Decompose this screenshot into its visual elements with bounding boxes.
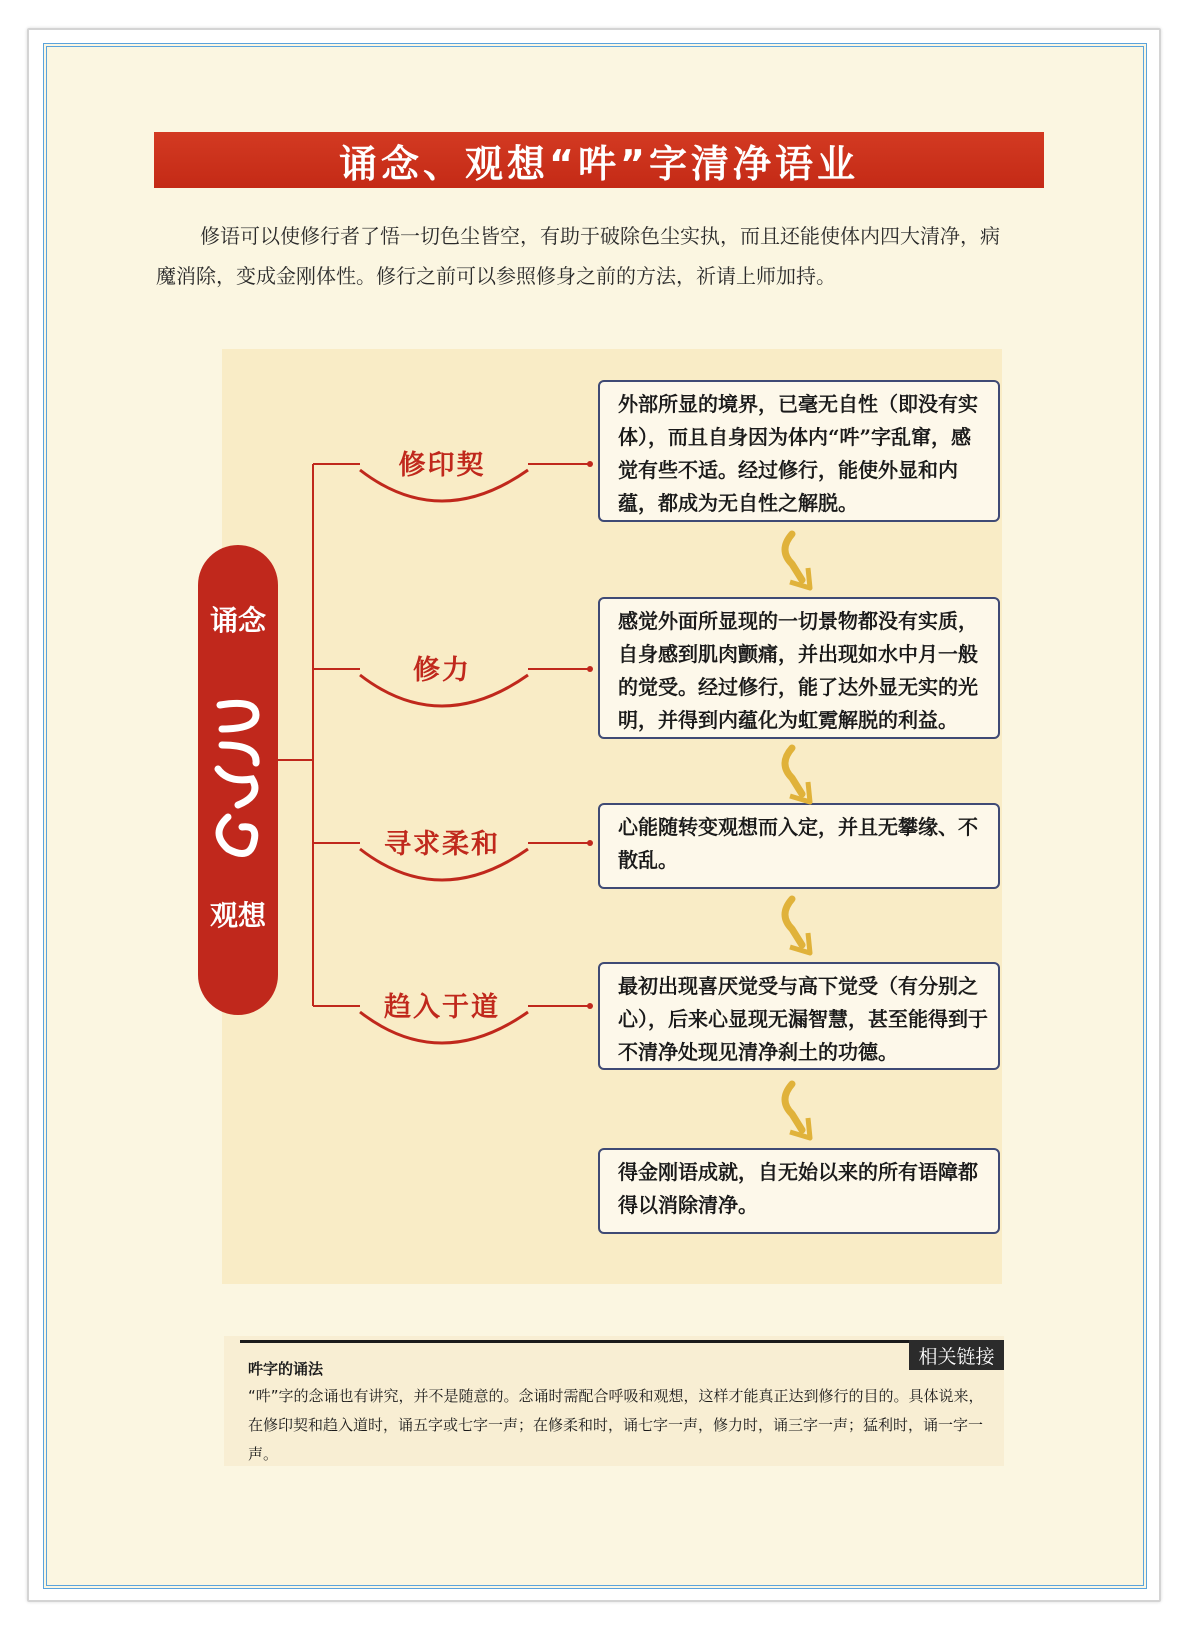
down-arrow-icon xyxy=(772,530,820,592)
central-pill xyxy=(198,545,278,1015)
intro-paragraph: 修语可以使修行者了悟一切色尘皆空，有助于破除色尘实执，而且还能使体内四大清净，病魔消除，变成金刚体性。修行之前可以参照修身之前的方法，祈请上师加持。 xyxy=(156,224,1000,288)
central-bottom-label: 观想 xyxy=(209,899,266,932)
central-top-label: 诵念 xyxy=(209,604,266,637)
branch-label-1: 修印契 xyxy=(398,450,486,481)
down-arrow-icon xyxy=(772,744,820,806)
down-arrow-icon xyxy=(772,895,820,957)
description-box-3: 心能随转变观想而入定，并且无攀缘、不散乱。 xyxy=(598,803,1000,889)
related-body: “吽”字的念诵也有讲究，并不是随意的。念诵时需配合呼吸和观想，这样才能真正达到修行的目的。具体说来，在修印契和趋入道时，诵五字或七字一声；在修柔和时，诵七字一声，修力时，诵三字一声；猛利时，诵一字一声。 xyxy=(248,1387,984,1463)
related-divider xyxy=(240,1340,1004,1343)
related-title: 吽字的诵法 xyxy=(248,1360,324,1378)
tibetan-hum-icon xyxy=(198,685,278,885)
branch-label-2: 修力 xyxy=(413,655,471,686)
branch-label-3: 寻求柔和 xyxy=(384,829,500,860)
final-result-box: 得金刚语成就，自无始以来的所有语障都得以消除清净。 xyxy=(598,1148,1000,1234)
description-box-2: 感觉外面所显现的一切景物都没有实质，自身感到肌肉颤痛，并出现如水中月一般的觉受。经过修行，能了达外显无实的光明，并得到内蕴化为虹霓解脱的利益。 xyxy=(598,597,1000,739)
description-box-1: 外部所显的境界，已毫无自性（即没有实体），而且自身因为体内“吽”字乱窜，感觉有些不适。经过修行，能使外显和内蕴，都成为无自性之解脱。 xyxy=(598,380,1000,522)
down-arrow-icon xyxy=(772,1080,820,1142)
page-title: 诵念、观想“吽”字清净语业 xyxy=(339,141,859,186)
related-tag: 相关链接 xyxy=(909,1340,1004,1370)
branch-label-4: 趋入于道 xyxy=(384,992,500,1023)
description-box-4: 最初出现喜厌觉受与高下觉受（有分别之心），后来心显现无漏智慧，甚至能得到于不清净处现见清净刹土的功德。 xyxy=(598,962,1000,1070)
